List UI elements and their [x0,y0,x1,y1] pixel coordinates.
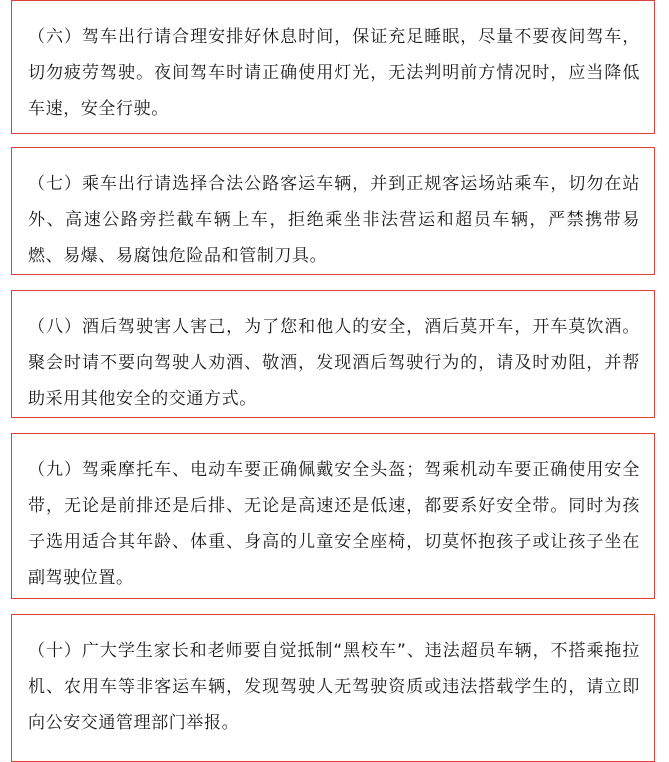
notice-text-7: （七）乘车出行请选择合法公路客运车辆，并到正规客运场站乘车，切勿在站外、高速公路旁拦截车辆上车，拒绝乘坐非法营运和超员车辆，严禁携带易燃、易爆、易腐蚀危险品和管制刀具。 [28,174,640,266]
notice-text-6: （六）驾车出行请合理安排好休息时间，保证充足睡眠，尽量不要夜间驾车，切勿疲劳驾驶。夜间驾车时请正确使用灯光，无法判明前方情况时，应当降低车速，安全行驶。 [28,27,640,119]
notice-card-9 [11,433,655,599]
notice-text-9: （九）驾乘摩托车、电动车要正确佩戴安全头盔；驾乘机动车要正确使用安全带，无论是前排还是后排、无论是高速还是低速，都要系好安全带。同时为孩子选用适合其年龄、体重、身高的儿童安全座椅，切莫怀抱孩子或让孩子坐在副驾驶位置。 [28,460,640,588]
notice-text-10: （十）广大学生家长和老师要自觉抵制“黑校车”、违法超员车辆，不搭乘拖拉机、农用车等非客运车辆，发现驾驶人无驾驶资质或违法搭载学生的，请立即向公安交通管理部门举报。 [28,641,640,733]
notice-card-8 [11,290,655,418]
notice-card-10 [11,614,655,762]
notice-text-8: （八）酒后驾驶害人害己，为了您和他人的安全，酒后莫开车，开车莫饮酒。聚会时请不要向驾驶人劝酒、敬酒，发现酒后驾驶行为的，请及时劝阻，并帮助采用其他安全的交通方式。 [28,317,640,409]
notice-card-6 [11,0,655,134]
notice-card-7 [11,147,655,275]
